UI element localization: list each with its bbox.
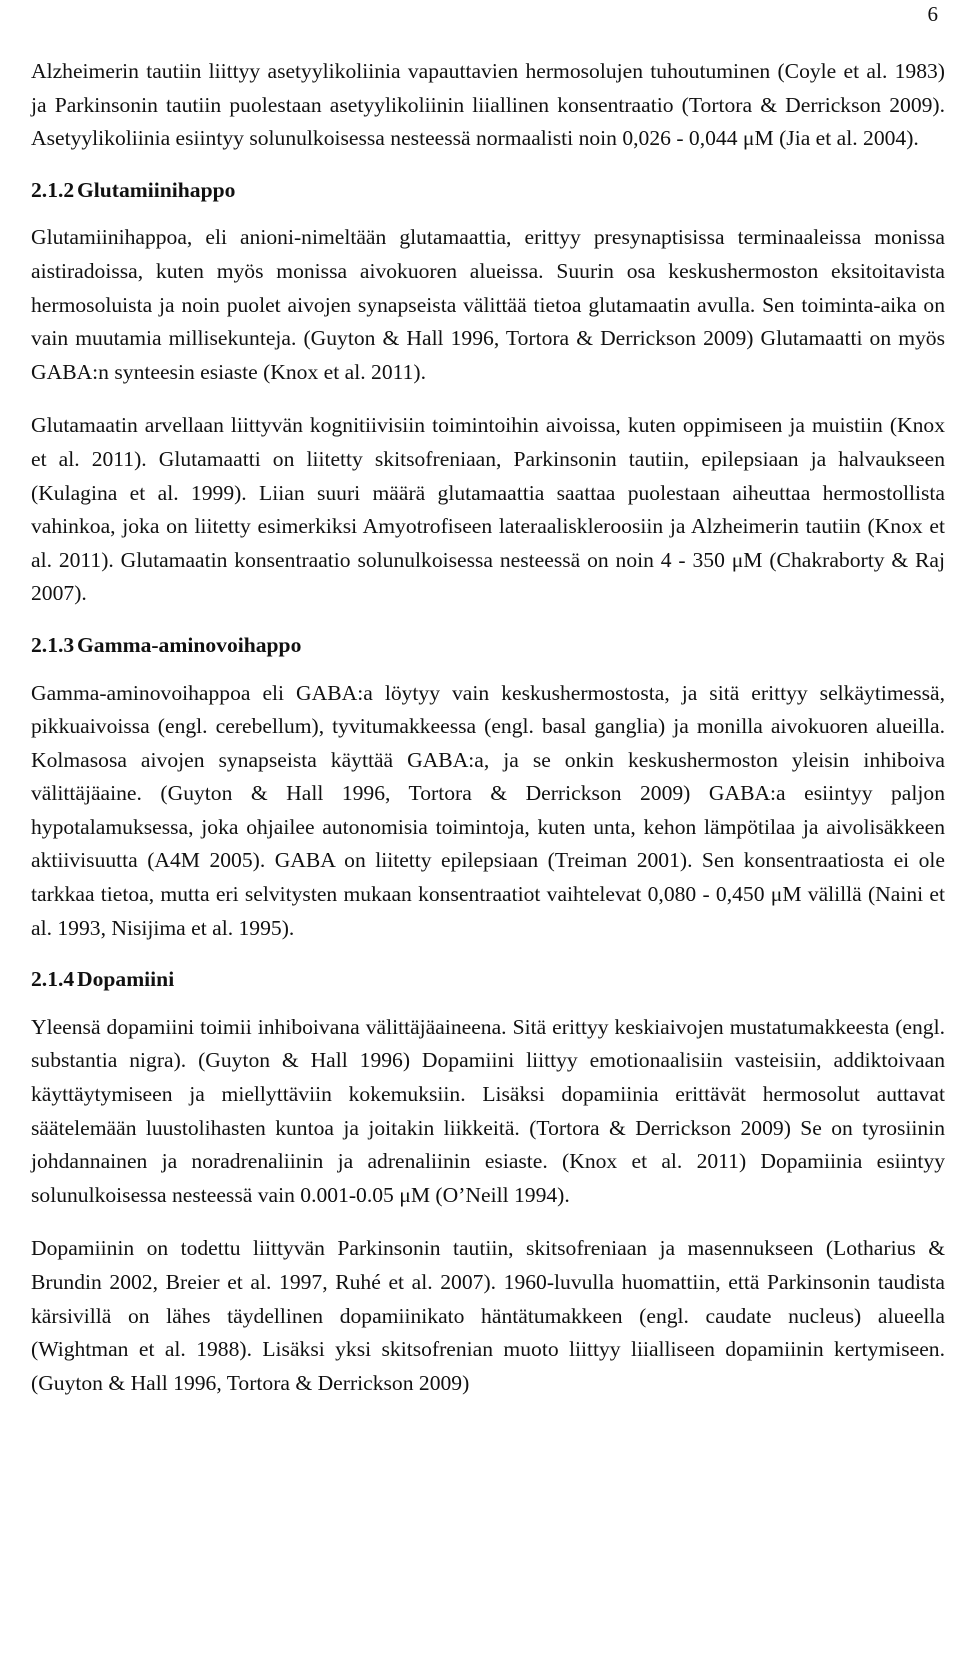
page-number: 6 <box>927 2 938 26</box>
paragraph-glutamate-2: Glutamaatin arvellaan liittyvän kognitiivisiin toimintoihin aivoissa, kuten oppimiseen ja muistiin (Knox et al. 2011). Glutamaatti on liitetty skitsofreniaan, Parkinsonin tautiin, epilepsiaan ja halvaukseen (Kulagina et al. 1999). Liian suuri määrä glutamaattia saattaa puolestaan aiheuttaa hermostollista vahinkoa, joka on liitetty esimerkiksi Amyotrofiseen lateraaliskleroosiin ja Alzheimerin tautiin (Knox et al. 2011). Glutamaatin konsentraatio solunulkoisessa nesteessä on noin 4 - 350 μM (Chakraborty & Raj 2007). <box>31 413 945 606</box>
section-number: 2.1.3 <box>31 632 75 657</box>
section-heading-gamma-aminovoihappo <box>31 629 945 663</box>
paragraph-intro: Alzheimerin tautiin liittyy asetyylikoliinia vapauttavien hermosolujen tuhoutuminen (Coyle et al. 1983) ja Parkinsonin tautiin puolestaan asetyylikoliinin liiallinen konsentraatio (Tortora & Derrickson 2009). Asetyylikoliinia esiintyy solunulkoisessa nesteessä normaalisti noin 0,026 - 0,044 μM (Jia et al. 2004). <box>31 59 945 151</box>
section-title: Glutamiinihappo <box>77 177 236 202</box>
paragraph-glutamate-1: Glutamiinihappoa, eli anioni-nimeltään glutamaattia, erittyy presynaptisissa terminaaleissa monissa aistiradoissa, kuten myös monissa aivokuoren alueissa. Suurin osa keskushermoston eksitoitavista hermosoluista ja noin puolet aivojen synapseista välittää tietoa glutamaatin avulla. Sen toiminta-aika on vain muutamia millisekunteja. (Guyton & Hall 1996, Tortora & Derrickson 2009) Glutamaatti on myös GABA:n synteesin esiaste (Knox et al. 2011). <box>31 225 945 384</box>
paragraph-dopamine-1: Yleensä dopamiini toimii inhiboivana välittäjäaineena. Sitä erittyy keskiaivojen mustatumakkeesta (engl. substantia nigra). (Guyton & Hall 1996) Dopamiini liittyy emotionaalisiin vasteisiin, addiktoivaan käyttäytymiseen ja miellyttäviin kokemuksiin. Lisäksi dopamiinia erittävät hermosolut auttavat säätelemään luustolihasten kuntoa ja joitakin liikkeitä. (Tortora & Derrickson 2009) Se on tyrosiinin johdannainen ja noradrenaliinin ja adrenaliinin esiaste. (Knox et al. 2011) Dopamiinia esiintyy solunulkoisessa nesteessä vain 0.001-0.05 μM (O’Neill 1994). <box>31 1014 945 1207</box>
section-title: Gamma-aminovoihappo <box>77 632 302 657</box>
section-number: 2.1.2 <box>31 177 75 202</box>
section-heading-glutamiinihappo <box>31 174 945 208</box>
paragraph-gaba: Gamma-aminovoihappoa eli GABA:a löytyy vain keskushermostosta, ja sitä erittyy selkäytimessä, pikkuaivoissa (engl. cerebellum), tyvitumakkeessa (engl. basal ganglia) ja monilla aivokuoren alueilla. Kolmasosa aivojen synapseista käyttää GABA:a, ja se onkin keskushermoston yleisin inhiboiva välittäjäaine. (Guyton & Hall 1996, Tortora & Derrickson 2009) GABA:a esiintyy paljon hypotalamuksessa, joka ohjailee autonomisia toimintoja, kuten unta, kehon lämpötilaa ja aivolisäkkeen aktiivisuutta (A4M 2005). GABA on liitetty epilepsiaan (Treiman 2001). Sen konsentraatiosta ei ole tarkkaa tietoa, mutta eri selvitysten mukaan konsentraatiot vaihtelevat 0,080 - 0,450 μM välillä (Naini et al. 1993, Nisijima et al. 1995). <box>31 680 945 940</box>
paragraph-dopamine-2: Dopamiinin on todettu liittyvän Parkinsonin tautiin, skitsofreniaan ja masennukseen (Lotharius & Brundin 2002, Breier et al. 1997, Ruhé et al. 2007). 1960-luvulla huomattiin, että Parkinsonin taudista kärsivillä on lähes täydellinen dopamiinikato häntätumakkeen (engl. caudate nucleus) alueella (Wightman et al. 1988). Lisäksi yksi skitsofrenian muoto liittyy liialliseen dopamiinin kertymiseen. (Guyton & Hall 1996, Tortora & Derrickson 2009) <box>31 1236 945 1395</box>
document-body <box>31 55 945 1420</box>
section-number: 2.1.4 <box>31 967 75 992</box>
section-heading-dopamiini <box>31 963 945 997</box>
section-title: Dopamiini <box>77 967 175 992</box>
